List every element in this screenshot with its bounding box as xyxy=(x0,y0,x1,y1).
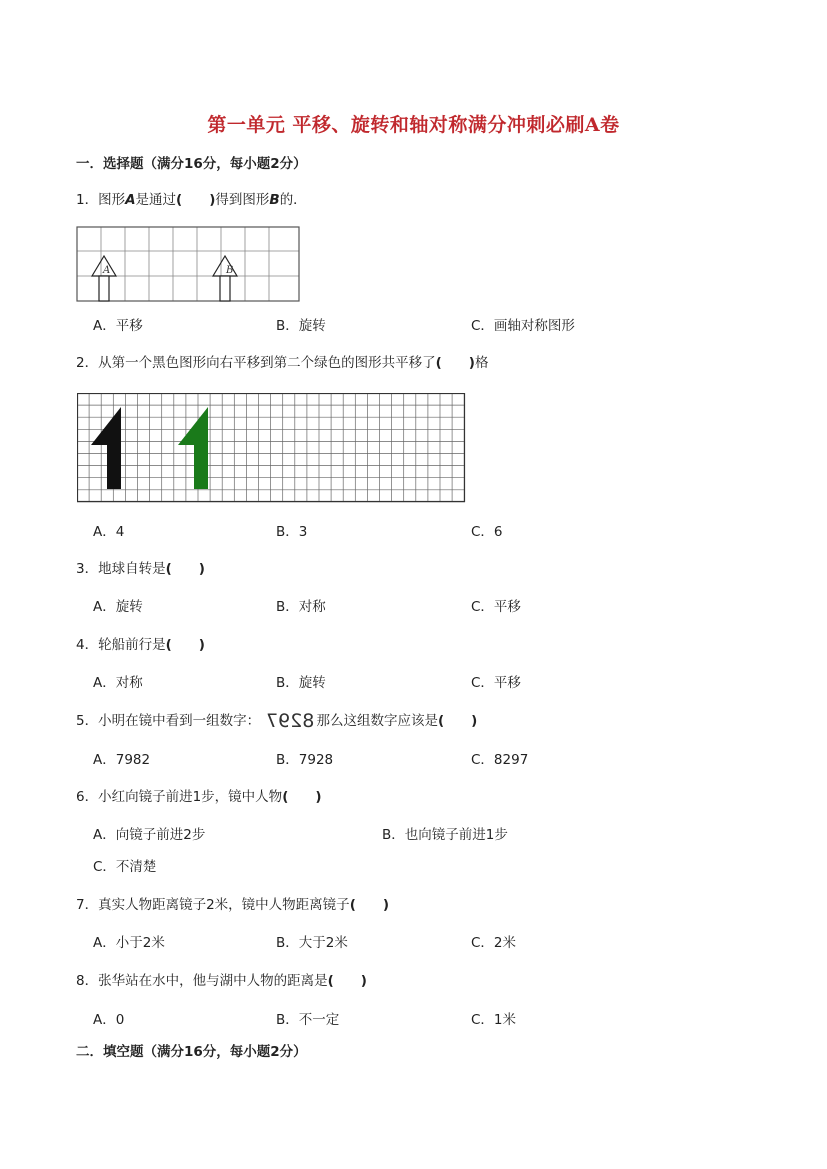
question-6-prefix: 6．小红向镜子前进1步，镜中人物 xyxy=(76,789,283,805)
question-2-suffix: 格 xyxy=(474,355,489,371)
option-1c: C．画轴对称图形 xyxy=(471,318,575,334)
question-2-grid-figure xyxy=(77,393,467,503)
option-8b: B．不一定 xyxy=(276,1012,340,1028)
shape-b-label: B xyxy=(269,192,280,208)
question-7 xyxy=(76,893,389,913)
question-4 xyxy=(76,633,205,653)
mirrored-digits-image: 8297 xyxy=(266,710,315,732)
shape-a xyxy=(92,256,116,301)
answer-bracket: ( ) xyxy=(165,637,205,653)
question-5-middle: 那么这组数字应该是 xyxy=(316,713,438,729)
option-5c: C．8297 xyxy=(471,752,529,768)
option-7c: C．2米 xyxy=(471,935,517,951)
question-2 xyxy=(76,351,488,371)
question-1-prefix: 1．图形 xyxy=(76,192,126,208)
section-heading-fill: 二．填空题（满分16分，每小题2分） xyxy=(76,1044,307,1060)
option-7a: A．小于2米 xyxy=(93,935,165,951)
question-7-prefix: 7．真实人物距离镜子2米，镜中人物距离镜子 xyxy=(76,897,350,913)
page-title: 第一单元 平移、旋转和轴对称满分冲刺必刷A卷 xyxy=(207,114,620,136)
answer-bracket: ( ) xyxy=(349,897,390,913)
option-1b: B．旋转 xyxy=(276,318,326,334)
answer-bracket: ( ) xyxy=(282,789,322,805)
question-1-middle: 是通过 xyxy=(135,192,177,208)
question-8-prefix: 8．张华站在水中，他与湖中人物的距离是 xyxy=(76,973,328,989)
shape-b xyxy=(213,256,237,301)
option-4c: C．平移 xyxy=(471,675,521,691)
shape-a-label: A xyxy=(125,192,136,208)
option-6a: A．向镜子前进2步 xyxy=(93,827,206,843)
question-1-grid-figure xyxy=(76,226,300,302)
answer-bracket: ( ) xyxy=(165,561,205,577)
option-4a: A．对称 xyxy=(93,675,143,691)
option-7b: B．大于2米 xyxy=(276,935,348,951)
option-3b: B．对称 xyxy=(276,599,326,615)
question-1-suffix: 的． xyxy=(279,192,307,208)
option-8c: C．1米 xyxy=(471,1012,517,1028)
option-1a: A．平移 xyxy=(93,318,143,334)
option-2c: C．6 xyxy=(471,524,503,540)
option-2a: A．4 xyxy=(93,524,125,540)
question-6 xyxy=(76,785,322,805)
option-5a: A．7982 xyxy=(93,752,151,768)
green-arrow-shape xyxy=(178,407,208,489)
option-5b: B．7928 xyxy=(276,752,334,768)
question-3 xyxy=(76,557,205,577)
option-3c: C．平移 xyxy=(471,599,521,615)
figure-label-a: A xyxy=(103,265,111,276)
black-arrow-shape xyxy=(91,407,121,489)
section-heading-choice: 一．选择题（满分16分，每小题2分） xyxy=(76,156,307,172)
question-1 xyxy=(76,188,307,208)
answer-bracket: ( ) xyxy=(437,713,478,729)
question-2-prefix: 2．从第一个黑色图形向右平移到第二个绿色的图形共平移了 xyxy=(76,355,436,371)
answer-bracket: ( ) xyxy=(327,973,367,989)
question-4-prefix: 4．轮船前行是 xyxy=(76,637,166,653)
question-5 xyxy=(76,709,477,732)
answer-bracket: ( ) xyxy=(435,355,475,371)
question-3-prefix: 3．地球自转是 xyxy=(76,561,166,577)
option-6c: C．不清楚 xyxy=(93,859,157,875)
figure-label-b: B xyxy=(226,265,234,276)
answer-bracket: ( ) xyxy=(176,192,216,208)
question-8 xyxy=(76,969,367,989)
question-1-after: 得到图形 xyxy=(215,192,270,208)
option-4b: B．旋转 xyxy=(276,675,326,691)
question-5-prefix: 5．小明在镜中看到一组数字： xyxy=(76,713,261,729)
option-8a: A．0 xyxy=(93,1012,125,1028)
option-3a: A．旋转 xyxy=(93,599,143,615)
option-6b: B．也向镜子前进1步 xyxy=(382,827,508,843)
option-2b: B．3 xyxy=(276,524,308,540)
